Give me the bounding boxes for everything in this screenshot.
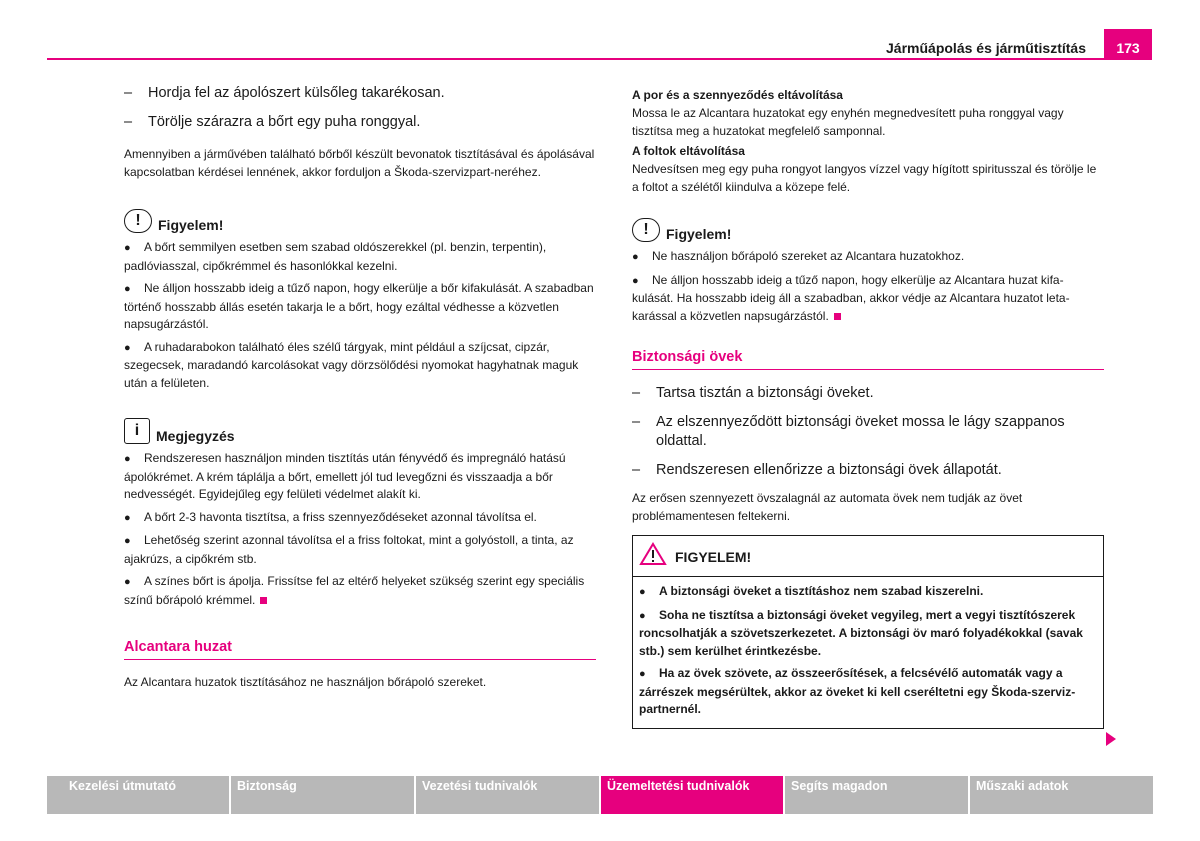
warning-item: ● Soha ne tisztítsa a biztonsági öveket vegyileg, mert a vegyi tisztítószerek roncsolhatják a szövetszerkezetet. A biztonsági öv maró folyadékokkal (savak stb.) sem kerülhet érintkezésbe. xyxy=(639,607,1083,658)
footer-tab-muszaki-adatok[interactable]: Műszaki adatok xyxy=(970,776,1153,814)
warning-title: FIGYELEM! xyxy=(675,548,752,565)
list-item: – Rendszeresen ellenőrizze a biztonsági övek állapotát. xyxy=(632,462,1002,478)
subheading-dust: A por és a szennyeződés eltávolítása xyxy=(632,88,843,102)
caution-header xyxy=(124,209,596,233)
page-header-title: Járműápolás és járműtisztítás xyxy=(886,40,1086,56)
left-column xyxy=(124,84,596,702)
note-header xyxy=(124,418,596,444)
caution-block xyxy=(124,209,596,392)
note-item: ● A bőrt 2-3 havonta tisztítsa, a friss szennyeződéseket azonnal távolítsa el. xyxy=(124,509,537,524)
subheading-stains: A foltok eltávolítása xyxy=(632,144,745,158)
exclamation-circle-icon: ! xyxy=(632,218,660,242)
caution-title: Figyelem! xyxy=(158,217,224,233)
info-icon: i xyxy=(124,418,150,444)
right-column xyxy=(632,88,1104,729)
square-end-mark xyxy=(260,597,267,604)
list-item: – Tartsa tisztán a biztonsági öveket. xyxy=(632,385,874,401)
caution-item: ● Ne álljon hosszabb ideig a tűző napon, hogy elkerülje az Alcantara huzat kifa-kulását. Ha hosszabb ideig áll a szabadban, akkor védje az Alcantara huzatot leta-karással a közvetlen napsugárzástól. xyxy=(632,272,1070,323)
note-block xyxy=(124,418,596,609)
caution-block-alcantara xyxy=(632,218,1104,325)
footer-nav xyxy=(47,776,1153,814)
warning-item: ● A biztonsági öveket a tisztításhoz nem szabad kiszerelni. xyxy=(639,584,984,598)
footer-tab-biztonsag[interactable]: Biztonság xyxy=(231,776,414,814)
section-heading-belts: Biztonsági övek xyxy=(632,349,1104,370)
dust-paragraph: Mossa le az Alcantara huzatokat egy enyhén megnedvesített puha ronggyal vagy tisztítsa meg a huzatokat megfelelő samponnal. xyxy=(632,106,1064,138)
note-title: Megjegyzés xyxy=(156,428,235,444)
footer-tab-kezelesi-utmutato[interactable]: Kezelési útmutató xyxy=(47,776,229,814)
note-item: ● Rendszeresen használjon minden tisztítás után fényvédő és impregnáló hatású ápolókrémet. A krém táplálja a bőrt, emellett jól tud levegőzni és visszaadja a bőr nedvességét. Egyidejűleg egy felületi védelmet alakít ki. xyxy=(124,451,566,501)
page-number: 173 xyxy=(1104,29,1152,60)
note-item: ● A színes bőrt is ápolja. Frissítse fel az eltérő helyeket szükség szerint egy speciális színű bőrápoló krémmel. xyxy=(124,574,585,607)
caution-item: ● Ne álljon hosszabb ideig a tűző napon, hogy elkerülje a bőr kifakulását. A szabadban történő hosszabb állás esetén takarja le a bőrt, hogy ezáltal védhesse a közvetlen napsugárzástól. xyxy=(124,281,594,331)
list-item: – Törölje szárazra a bőrt egy puha ronggyal. xyxy=(124,114,421,130)
list-item: – Az elszennyeződött biztonsági öveket mossa le lágy szappanos oldattal. xyxy=(632,414,1065,449)
exclamation-circle-icon: ! xyxy=(124,209,152,233)
warning-box xyxy=(632,535,1104,729)
caution-title: Figyelem! xyxy=(666,226,732,242)
right-triangle-arrow-icon[interactable] xyxy=(1106,732,1116,746)
header-divider xyxy=(47,58,1152,60)
warning-header xyxy=(633,536,1103,577)
footer-tab-uzemeltetesi-tudnivalok[interactable]: Üzemeltetési tudnivalók xyxy=(601,776,783,814)
list-item: – Hordja fel az ápolószert külsőleg takarékosan. xyxy=(124,85,445,101)
caution-header xyxy=(632,218,1104,242)
warning-body xyxy=(633,577,1103,728)
intro-paragraph: Amennyiben a járművében található bőrből készült bevonatok tisztításával és ápolásával kapcsolatban kérdései lennének, akkor forduljon a Škoda-szervizpart-neréhez. xyxy=(124,147,595,179)
square-end-mark xyxy=(834,313,841,320)
footer-tab-segits-magadon[interactable]: Segíts magadon xyxy=(785,776,968,814)
caution-item: ● Ne használjon bőrápoló szereket az Alcantara huzatokhoz. xyxy=(632,249,965,263)
section-heading-alcantara: Alcantara huzat xyxy=(124,639,596,660)
caution-item: ● A bőrt semmilyen esetben sem szabad oldószerekkel (pl. benzin, terpentin), padlóviasszal, cipőkrémmel és hasonlókkal kezelni. xyxy=(124,240,547,273)
warning-triangle-icon xyxy=(639,542,667,571)
alcantara-paragraph: Az Alcantara huzatok tisztításához ne használjon bőrápoló szereket. xyxy=(124,675,487,689)
warning-item: ● Ha az övek szövete, az összeerősítések, a felcsévélő automaták vagy a zárrészek megsérültek, akkor az öveket ki kell cseréltetni egy Škoda-szerviz-partnernél. xyxy=(639,666,1076,716)
note-item: ● Lehetőség szerint azonnal távolítsa el a friss foltokat, mint a golyóstoll, a tinta, az ajakrúzs, a cipőkrém stb. xyxy=(124,533,574,566)
footer-tab-vezetesi-tudnivalok[interactable]: Vezetési tudnivalók xyxy=(416,776,599,814)
stains-paragraph: Nedvesítsen meg egy puha rongyot langyos vízzel vagy hígított spiritusszal és törölje le a foltot a szélétől kiindulva a közepe felé. xyxy=(632,162,1097,194)
caution-item: ● A ruhadarabokon található éles szélű tárgyak, mint például a szíjcsat, cipzár, szegecsek, maradandó karcolásokat vagy dörzsölődési nyomokat hagyhatnak maguk után a felületen. xyxy=(124,339,579,390)
belts-paragraph: Az erősen szennyezett övszalagnál az automata övek nem tudják az övet problémamentesen feltekerni. xyxy=(632,491,1023,523)
